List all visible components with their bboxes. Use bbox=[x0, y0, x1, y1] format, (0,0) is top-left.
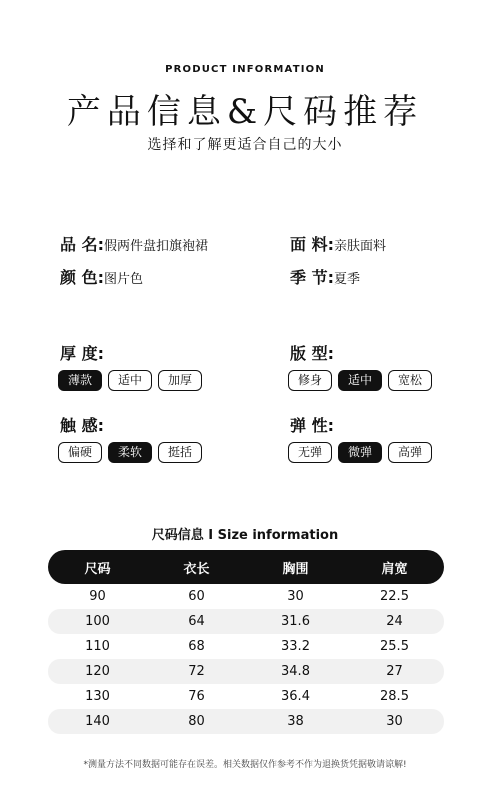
fit-options bbox=[288, 370, 432, 391]
table-cell: 25.5 bbox=[380, 639, 409, 654]
table-row bbox=[48, 609, 444, 634]
header-cell: 胸围 bbox=[282, 561, 309, 577]
table-cell: 130 bbox=[85, 689, 110, 704]
touch-options bbox=[58, 442, 202, 463]
info-season-label: 季 节: bbox=[290, 268, 334, 287]
info-fabric-value: 亲肤面料 bbox=[333, 239, 386, 254]
table-cell: 38 bbox=[287, 714, 304, 729]
table-cell: 110 bbox=[85, 639, 110, 654]
touch-option[interactable]: 柔软 bbox=[108, 442, 152, 463]
touch-option[interactable]: 偏硬 bbox=[58, 442, 102, 463]
elasticity-option[interactable]: 微弹 bbox=[338, 442, 382, 463]
info-color-value: 图片色 bbox=[103, 272, 143, 287]
fit-option[interactable]: 宽松 bbox=[388, 370, 432, 391]
table-row bbox=[48, 659, 444, 684]
page-subtitle: 选择和了解更适合自己的大小 bbox=[147, 137, 343, 153]
touch-label: 触 感: bbox=[60, 416, 104, 435]
header-cell: 衣长 bbox=[183, 561, 210, 577]
info-fabric bbox=[290, 232, 386, 255]
table-cell: 28.5 bbox=[380, 689, 409, 704]
header-cell: 肩宽 bbox=[381, 561, 408, 577]
elasticity-option[interactable]: 高弹 bbox=[388, 442, 432, 463]
disclaimer-note: *测量方法不同数据可能存在误差。相关数据仅作参考不作为退换货凭据敬请谅解! bbox=[83, 760, 407, 770]
table-cell: 68 bbox=[188, 639, 205, 654]
size-table bbox=[48, 550, 444, 734]
table-row bbox=[48, 709, 444, 734]
table-cell: 76 bbox=[188, 689, 205, 704]
table-cell: 33.2 bbox=[281, 639, 310, 654]
table-cell: 60 bbox=[188, 589, 205, 604]
info-name-value: 假两件盘扣旗袍裙 bbox=[103, 239, 208, 254]
table-cell: 120 bbox=[85, 664, 110, 679]
info-color-label: 颜 色: bbox=[60, 268, 104, 287]
info-name bbox=[60, 232, 208, 255]
table-cell: 30 bbox=[287, 589, 304, 604]
small-title: PRODUCT INFORMATION bbox=[165, 64, 325, 75]
table-cell: 64 bbox=[188, 614, 205, 629]
table-cell: 36.4 bbox=[281, 689, 310, 704]
table-row bbox=[48, 634, 444, 659]
size-table-title: 尺码信息 I Size information bbox=[151, 528, 339, 543]
page-title: 产品信息&尺码推荐 bbox=[66, 92, 424, 132]
info-season bbox=[290, 265, 360, 288]
fit-label: 版 型: bbox=[290, 344, 334, 363]
table-cell: 80 bbox=[188, 714, 205, 729]
elasticity-option[interactable]: 无弹 bbox=[288, 442, 332, 463]
elasticity-options bbox=[288, 442, 432, 463]
elasticity-label: 弹 性: bbox=[290, 416, 334, 435]
thickness-option[interactable]: 加厚 bbox=[158, 370, 202, 391]
thickness-label: 厚 度: bbox=[60, 344, 104, 363]
info-color bbox=[60, 265, 143, 288]
table-cell: 72 bbox=[188, 664, 205, 679]
table-cell: 27 bbox=[386, 664, 403, 679]
table-cell: 100 bbox=[85, 614, 110, 629]
info-season-value: 夏季 bbox=[333, 272, 360, 287]
table-cell: 24 bbox=[386, 614, 403, 629]
table-row bbox=[48, 584, 444, 609]
header-cell: 尺码 bbox=[84, 561, 111, 577]
info-name-label: 品 名: bbox=[60, 235, 104, 254]
fit-option[interactable]: 修身 bbox=[288, 370, 332, 391]
info-fabric-label: 面 料: bbox=[290, 235, 334, 254]
table-cell: 140 bbox=[85, 714, 110, 729]
table-cell: 22.5 bbox=[380, 589, 409, 604]
thickness-option[interactable]: 适中 bbox=[108, 370, 152, 391]
table-row bbox=[48, 684, 444, 709]
table-cell: 34.8 bbox=[281, 664, 310, 679]
table-cell: 30 bbox=[386, 714, 403, 729]
table-cell: 31.6 bbox=[281, 614, 310, 629]
touch-option[interactable]: 挺括 bbox=[158, 442, 202, 463]
thickness-option[interactable]: 薄款 bbox=[58, 370, 102, 391]
thickness-options bbox=[58, 370, 202, 391]
fit-option[interactable]: 适中 bbox=[338, 370, 382, 391]
size-table-header bbox=[48, 550, 444, 584]
table-cell: 90 bbox=[89, 589, 106, 604]
